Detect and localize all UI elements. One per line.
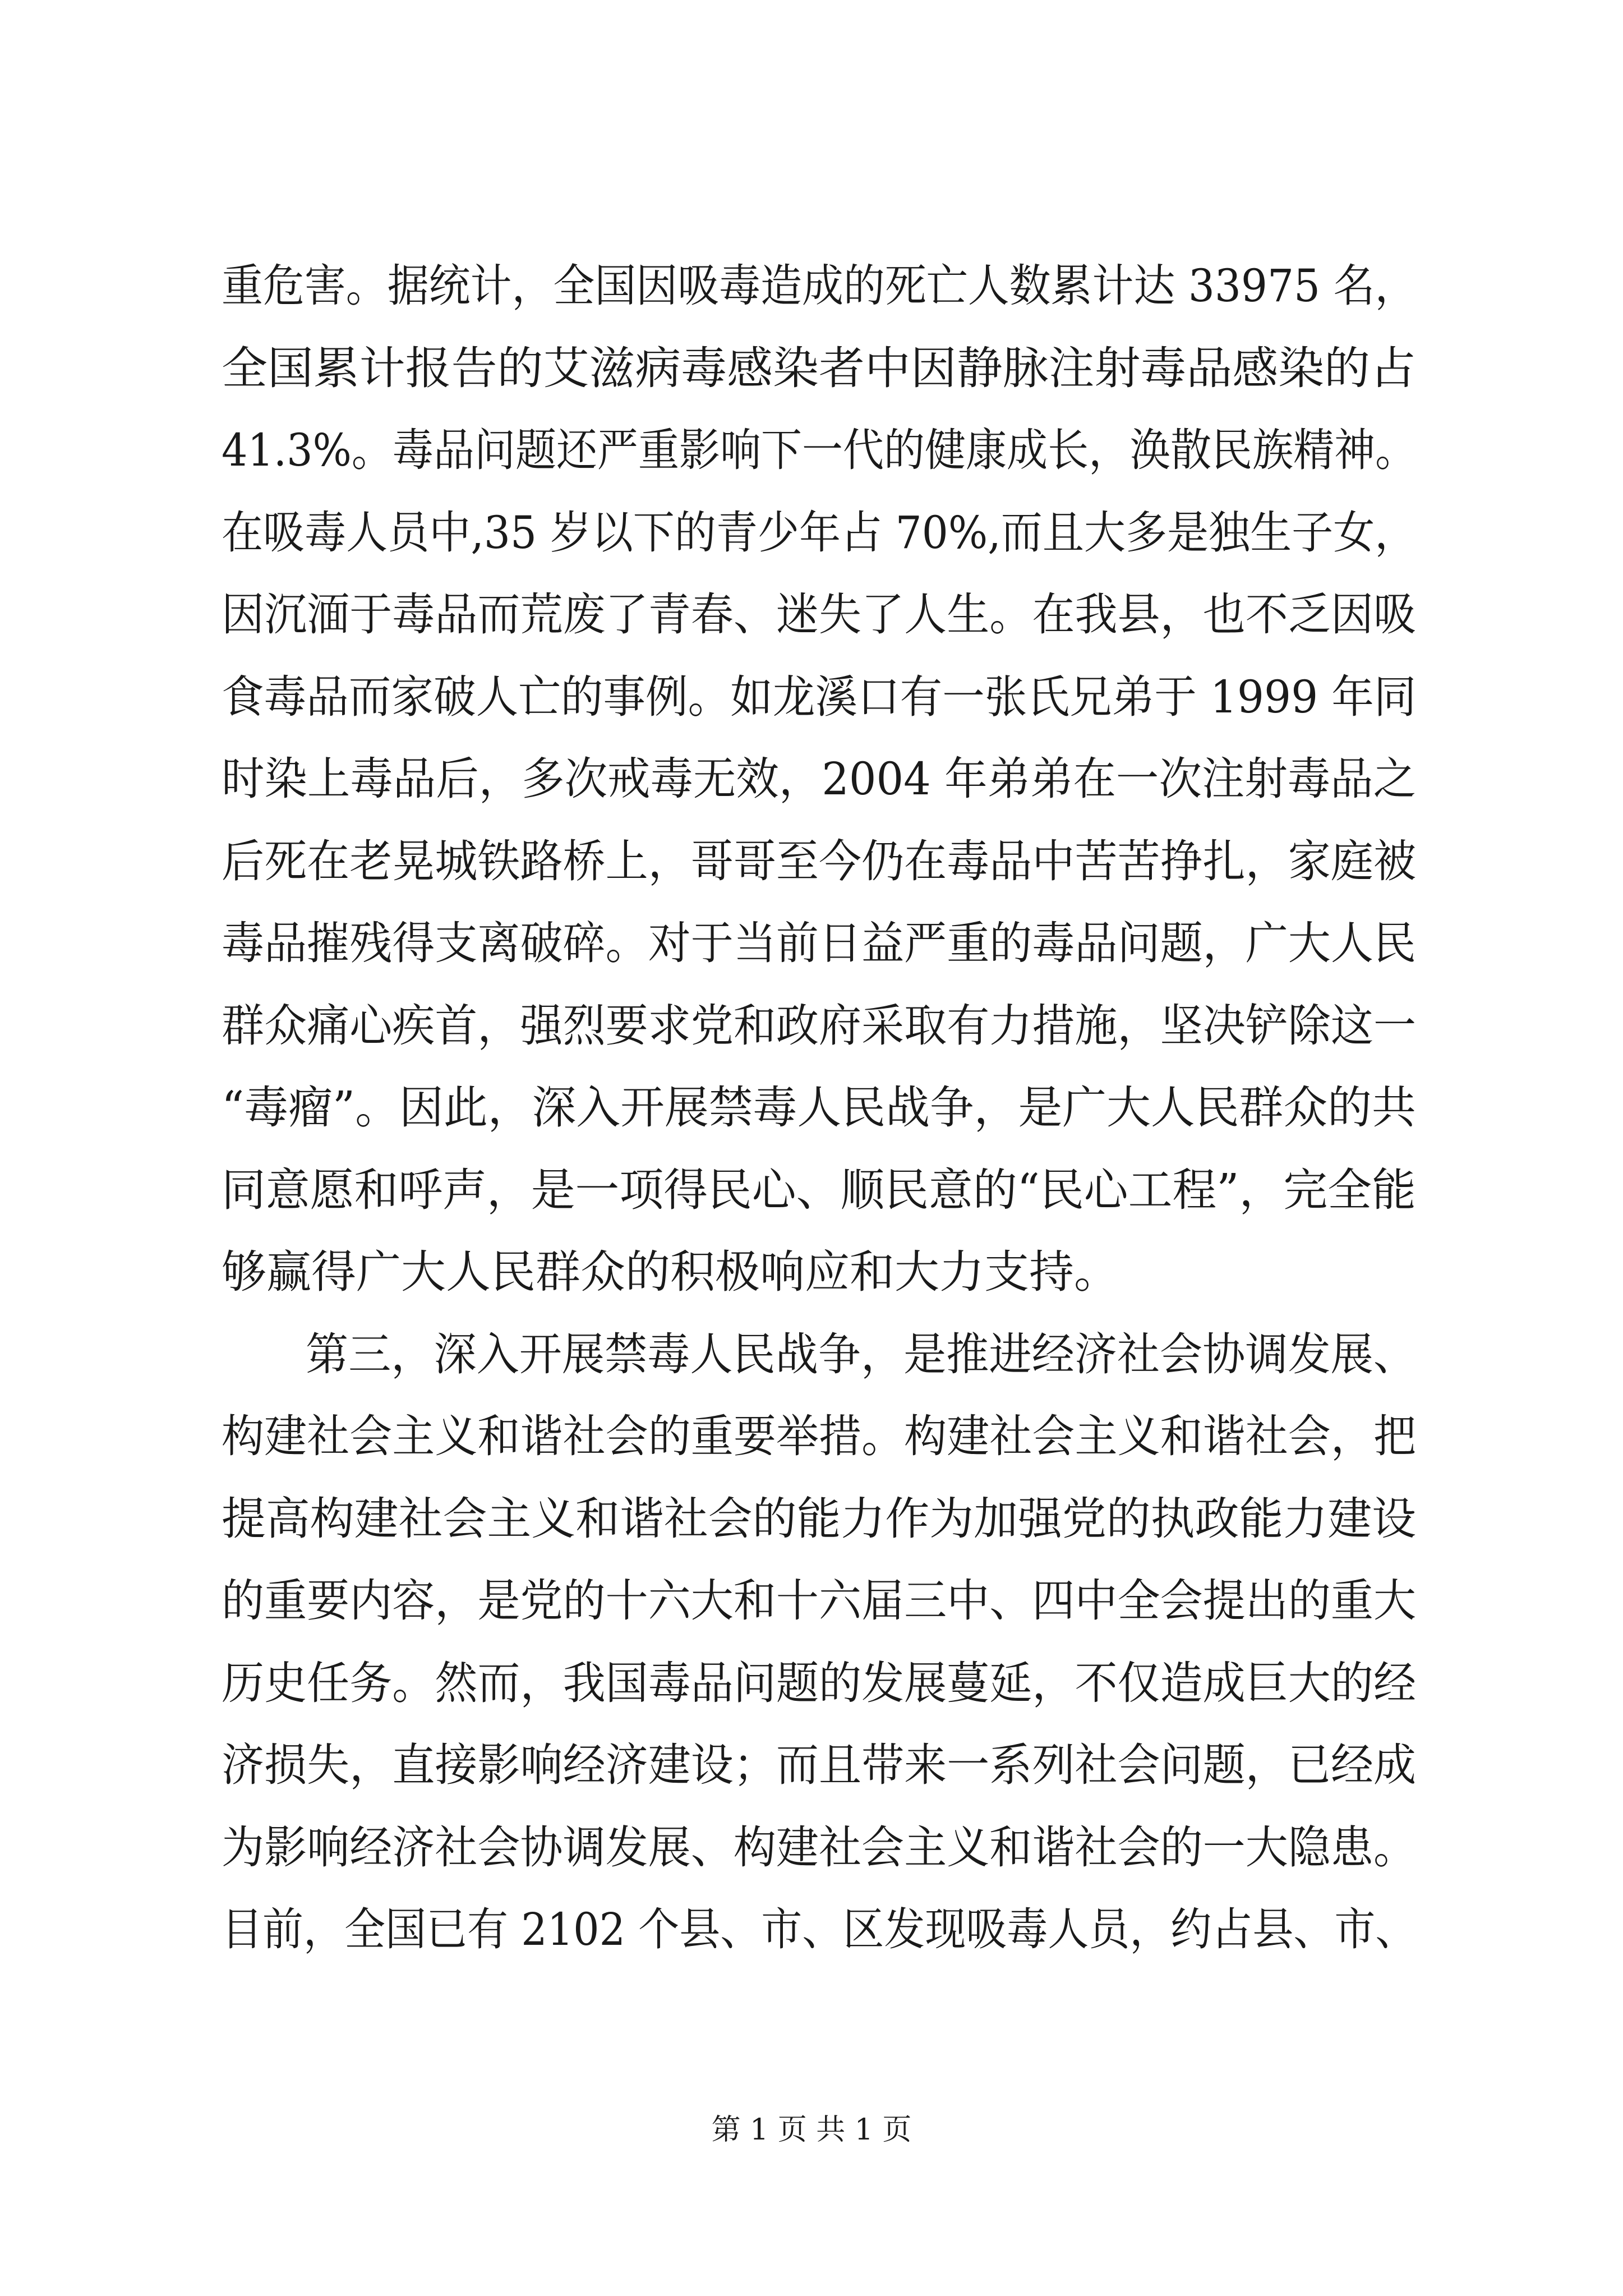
text-line: 构建社会主义和谐社会的重要举措。构建社会主义和谐社会，把 — [222, 1410, 1417, 1462]
text-line: 历史任务。然而，我国毒品问题的发展蔓延，不仅造成巨大的经 — [222, 1657, 1417, 1709]
text-line: 为影响经济社会协调发展、构建社会主义和谐社会的一大隐患。 — [222, 1821, 1417, 1874]
text-line: 的重要内容，是党的十六大和十六届三中、四中全会提出的重大 — [222, 1575, 1417, 1627]
text-line: 后死在老晃城铁路桥上，哥哥至今仍在毒品中苦苦挣扎，家庭被 — [222, 835, 1417, 887]
text-line: 食毒品而家破人亡的事例。如龙溪口有一张氏兄弟于 1999 年同 — [222, 671, 1417, 723]
text-line: 同意愿和呼声，是一项得民心、顺民意的“民心工程”，完全能 — [222, 1164, 1416, 1216]
text-line: 目前，全国已有 2102 个县、市、区发现吸毒人员，约占县、市、 — [222, 1903, 1417, 1955]
text-line: 毒品摧残得支离破碎。对于当前日益严重的毒品问题，广大人民 — [222, 917, 1417, 969]
page-footer: 第 1 页 共 1 页 — [711, 2113, 912, 2147]
text-line: 时染上毒品后，多次戒毒无效，2004 年弟弟在一次注射毒品之 — [222, 753, 1417, 805]
paragraph-first-line: 第三，深入开展禁毒人民战争，是推进经济社会协调发展、 — [306, 1328, 1416, 1381]
text-line: 济损失，直接影响经济建设；而且带来一系列社会问题，已经成 — [222, 1739, 1417, 1791]
text-line: 在吸毒人员中,35 岁以下的青少年占 70%,而且大多是独生子女， — [222, 507, 1417, 559]
text-line: 41.3%。毒品问题还严重影响下一代的健康成长，涣散民族精神。 — [222, 424, 1417, 476]
text-line: 重危害。据统计，全国因吸毒造成的死亡人数累计达 33975 名， — [222, 260, 1417, 312]
text-line: 群众痛心疾首，强烈要求党和政府采取有力措施，坚决铲除这一 — [222, 1000, 1417, 1052]
text-line: “毒瘤”。因此，深入开展禁毒人民战争，是广大人民群众的共 — [222, 1082, 1416, 1134]
text-line: 因沉湎于毒品而荒废了青春、迷失了人生。在我县，也不乏因吸 — [222, 588, 1417, 641]
text-line: 够赢得广大人民群众的积极响应和大力支持。 — [222, 1246, 1119, 1298]
text-line: 全国累计报告的艾滋病毒感染者中因静脉注射毒品感染的占 — [222, 342, 1416, 394]
text-line: 提高构建社会主义和谐社会的能力作为加强党的执政能力建设 — [222, 1493, 1416, 1545]
